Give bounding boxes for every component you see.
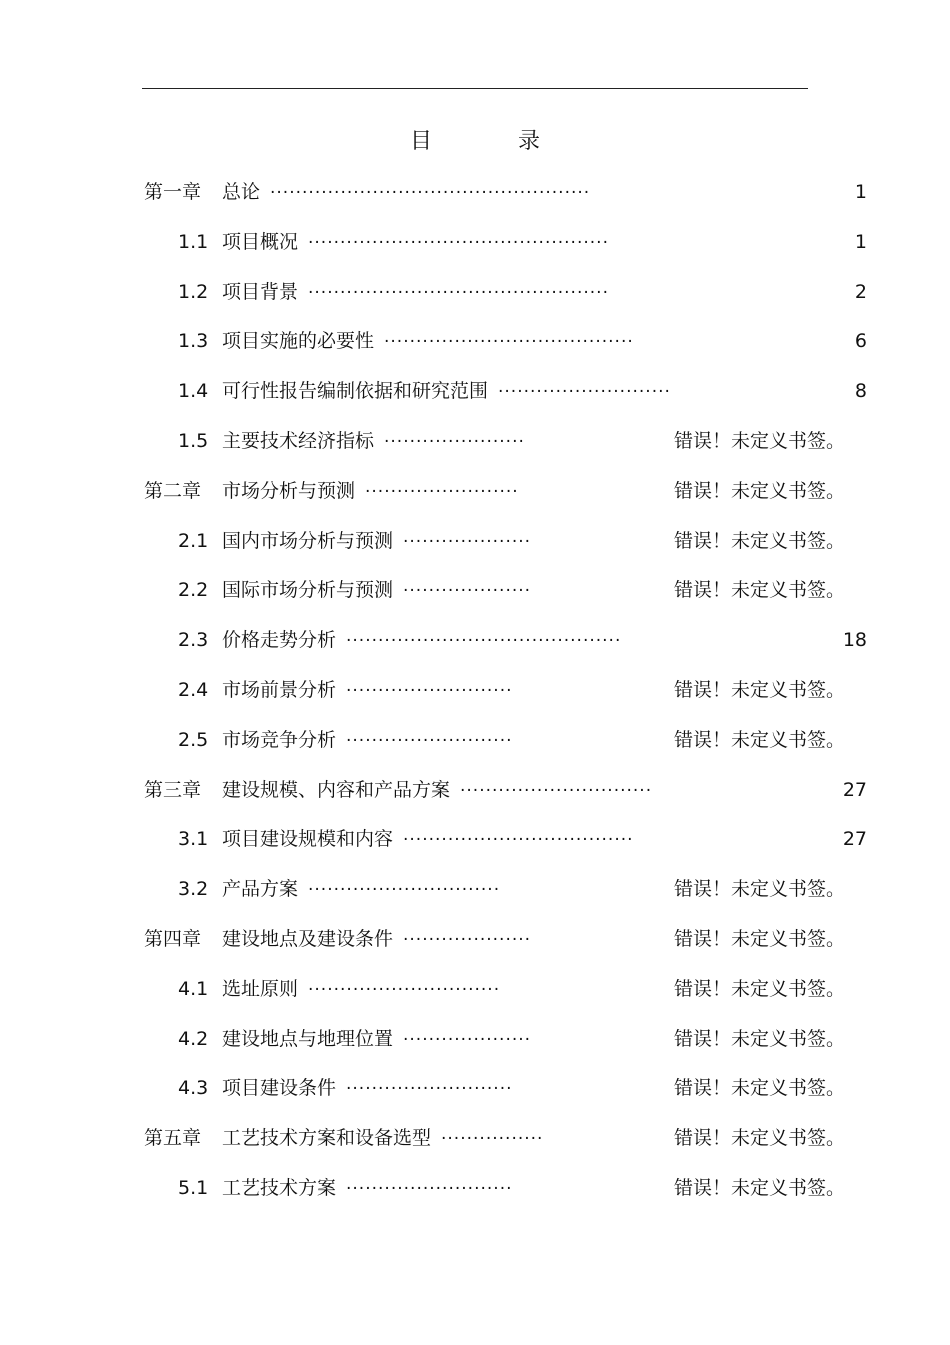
toc-entry-number: 第二章 [144, 479, 202, 502]
toc-entry-number: 2.5 [178, 728, 209, 751]
toc-entry-error-ref: 错误！未定义书签。 [673, 579, 845, 602]
toc-entry-page-number: 2 [854, 280, 867, 303]
toc-entry-label: 项目概况 [222, 230, 299, 253]
toc-dot-leader: .............................. [460, 775, 653, 796]
toc-entry[interactable] [0, 268, 950, 318]
toc-entry-page-number: 1 [854, 181, 867, 203]
toc-entry-label: 建设规模、内容和产品方案 [222, 778, 451, 801]
toc-entry-label: 主要技术经济指标 [222, 429, 375, 452]
toc-entry[interactable] [0, 566, 950, 616]
toc-entry[interactable] [0, 1164, 950, 1214]
toc-entry-page-number: 8 [854, 380, 867, 403]
toc-entry-label: 选址原则 [222, 977, 299, 1000]
toc-dot-leader: ............................................... [308, 227, 609, 248]
toc-entry[interactable] [0, 317, 950, 367]
toc-entry[interactable] [0, 965, 950, 1015]
toc-entry-label: 市场分析与预测 [222, 479, 356, 502]
toc-entry-label: 国际市场分析与预测 [222, 579, 394, 602]
toc-entry[interactable] [0, 1015, 950, 1065]
toc-entry[interactable] [0, 367, 950, 417]
toc-entry-number: 第一章 [144, 181, 202, 203]
toc-entry[interactable] [0, 168, 950, 218]
toc-entry-label: 国内市场分析与预测 [222, 529, 394, 552]
toc-entry-label: 产品方案 [222, 878, 299, 901]
toc-entry-label: 工艺技术方案 [222, 1176, 337, 1199]
toc-dot-leader: .......................... [346, 1074, 513, 1095]
toc-dot-leader: .......................... [346, 725, 513, 746]
toc-entry-number: 2.2 [178, 579, 209, 602]
toc-entry-number: 4.2 [178, 1027, 209, 1050]
toc-entry-number: 2.1 [178, 529, 209, 552]
toc-entry[interactable] [0, 616, 950, 666]
toc-entry[interactable] [0, 815, 950, 865]
toc-entry-error-ref: 错误！未定义书签。 [673, 977, 845, 1000]
toc-entry-label: 工艺技术方案和设备选型 [222, 1127, 432, 1150]
toc-entry[interactable] [0, 865, 950, 915]
toc-entry-label: 建设地点及建设条件 [222, 927, 394, 950]
toc-entry-number: 3.2 [178, 878, 209, 901]
toc-entry-number: 5.1 [178, 1176, 209, 1199]
toc-entry-label: 项目建设规模和内容 [222, 828, 394, 851]
toc-entry[interactable] [0, 517, 950, 567]
toc-entry-label: 项目实施的必要性 [222, 330, 375, 353]
toc-entry-number: 1.1 [178, 230, 209, 253]
toc-dot-leader: .......................... [346, 675, 513, 696]
toc-dot-leader: ............................................... [308, 277, 609, 298]
toc-entry[interactable] [0, 716, 950, 766]
toc-entry-error-ref: 错误！未定义书签。 [673, 479, 845, 502]
toc-entry-number: 第三章 [144, 778, 202, 801]
toc-entry-error-ref: 错误！未定义书签。 [673, 1027, 845, 1050]
toc-entry-label: 市场前景分析 [222, 678, 337, 701]
toc-entry[interactable] [0, 218, 950, 268]
toc-dot-leader: ........................ [365, 476, 519, 497]
toc-dot-leader: .............................. [308, 974, 501, 995]
toc-entry-label: 项目建设条件 [222, 1077, 337, 1100]
toc-dot-leader: ....................................... [384, 327, 634, 348]
toc-entry[interactable] [0, 1064, 950, 1114]
toc-entry-error-ref: 错误！未定义书签。 [673, 678, 845, 701]
toc-entry-page-number: 27 [842, 778, 867, 801]
toc-dot-leader: .................... [403, 924, 532, 945]
toc-entry-error-ref: 错误！未定义书签。 [673, 529, 845, 552]
toc-entry[interactable] [0, 666, 950, 716]
toc-entry-number: 4.1 [178, 977, 209, 1000]
toc-entry[interactable] [0, 1114, 950, 1164]
toc-entry-error-ref: 错误！未定义书签。 [673, 429, 845, 452]
toc-entry-number: 4.3 [178, 1077, 209, 1100]
toc-entry-number: 1.5 [178, 429, 209, 452]
toc-entry-page-number: 18 [842, 629, 867, 652]
toc-list [0, 168, 950, 1214]
toc-entry-number: 2.4 [178, 678, 209, 701]
toc-entry-error-ref: 错误！未定义书签。 [673, 1077, 845, 1100]
header-rule [142, 88, 808, 89]
toc-entry-error-ref: 错误！未定义书签。 [673, 1176, 845, 1199]
toc-dot-leader: .................................... [403, 825, 634, 846]
toc-dot-leader: ...................... [384, 426, 525, 447]
toc-entry-error-ref: 错误！未定义书签。 [673, 1127, 845, 1150]
toc-dot-leader: .................... [403, 526, 532, 547]
toc-entry[interactable] [0, 417, 950, 467]
toc-entry[interactable] [0, 915, 950, 965]
toc-entry-label: 市场竞争分析 [222, 728, 337, 751]
toc-entry-error-ref: 错误！未定义书签。 [673, 927, 845, 950]
toc-entry-number: 第五章 [144, 1127, 202, 1150]
toc-entry-number: 3.1 [178, 828, 209, 851]
toc-dot-leader: ................ [441, 1124, 544, 1145]
toc-entry-number: 1.2 [178, 280, 209, 303]
toc-entry[interactable] [0, 766, 950, 816]
toc-entry-page-number: 27 [842, 828, 867, 851]
toc-entry-label: 可行性报告编制依据和研究范围 [222, 380, 489, 403]
toc-dot-leader: .................... [403, 1024, 532, 1045]
toc-dot-leader: .................................................. [270, 178, 591, 198]
toc-entry-number: 第四章 [144, 927, 202, 950]
toc-entry-error-ref: 错误！未定义书签。 [673, 878, 845, 901]
toc-entry-label: 项目背景 [222, 280, 299, 303]
toc-entry-label: 价格走势分析 [222, 629, 337, 652]
toc-dot-leader: .............................. [308, 875, 501, 896]
toc-entry-number: 2.3 [178, 629, 209, 652]
toc-entry[interactable] [0, 467, 950, 517]
toc-entry-label: 建设地点与地理位置 [222, 1027, 394, 1050]
toc-entry-error-ref: 错误！未定义书签。 [673, 728, 845, 751]
toc-entry-page-number: 1 [854, 230, 867, 253]
toc-dot-leader: ........................................... [346, 626, 622, 647]
toc-title: 目 录 [409, 129, 572, 154]
toc-entry-page-number: 6 [854, 330, 867, 353]
toc-dot-leader: ........................... [498, 377, 671, 398]
toc-dot-leader: .......................... [346, 1173, 513, 1194]
toc-entry-number: 1.4 [178, 380, 209, 403]
toc-dot-leader: .................... [403, 576, 532, 597]
toc-entry-label: 总论 [222, 181, 261, 203]
toc-entry-number: 1.3 [178, 330, 209, 353]
